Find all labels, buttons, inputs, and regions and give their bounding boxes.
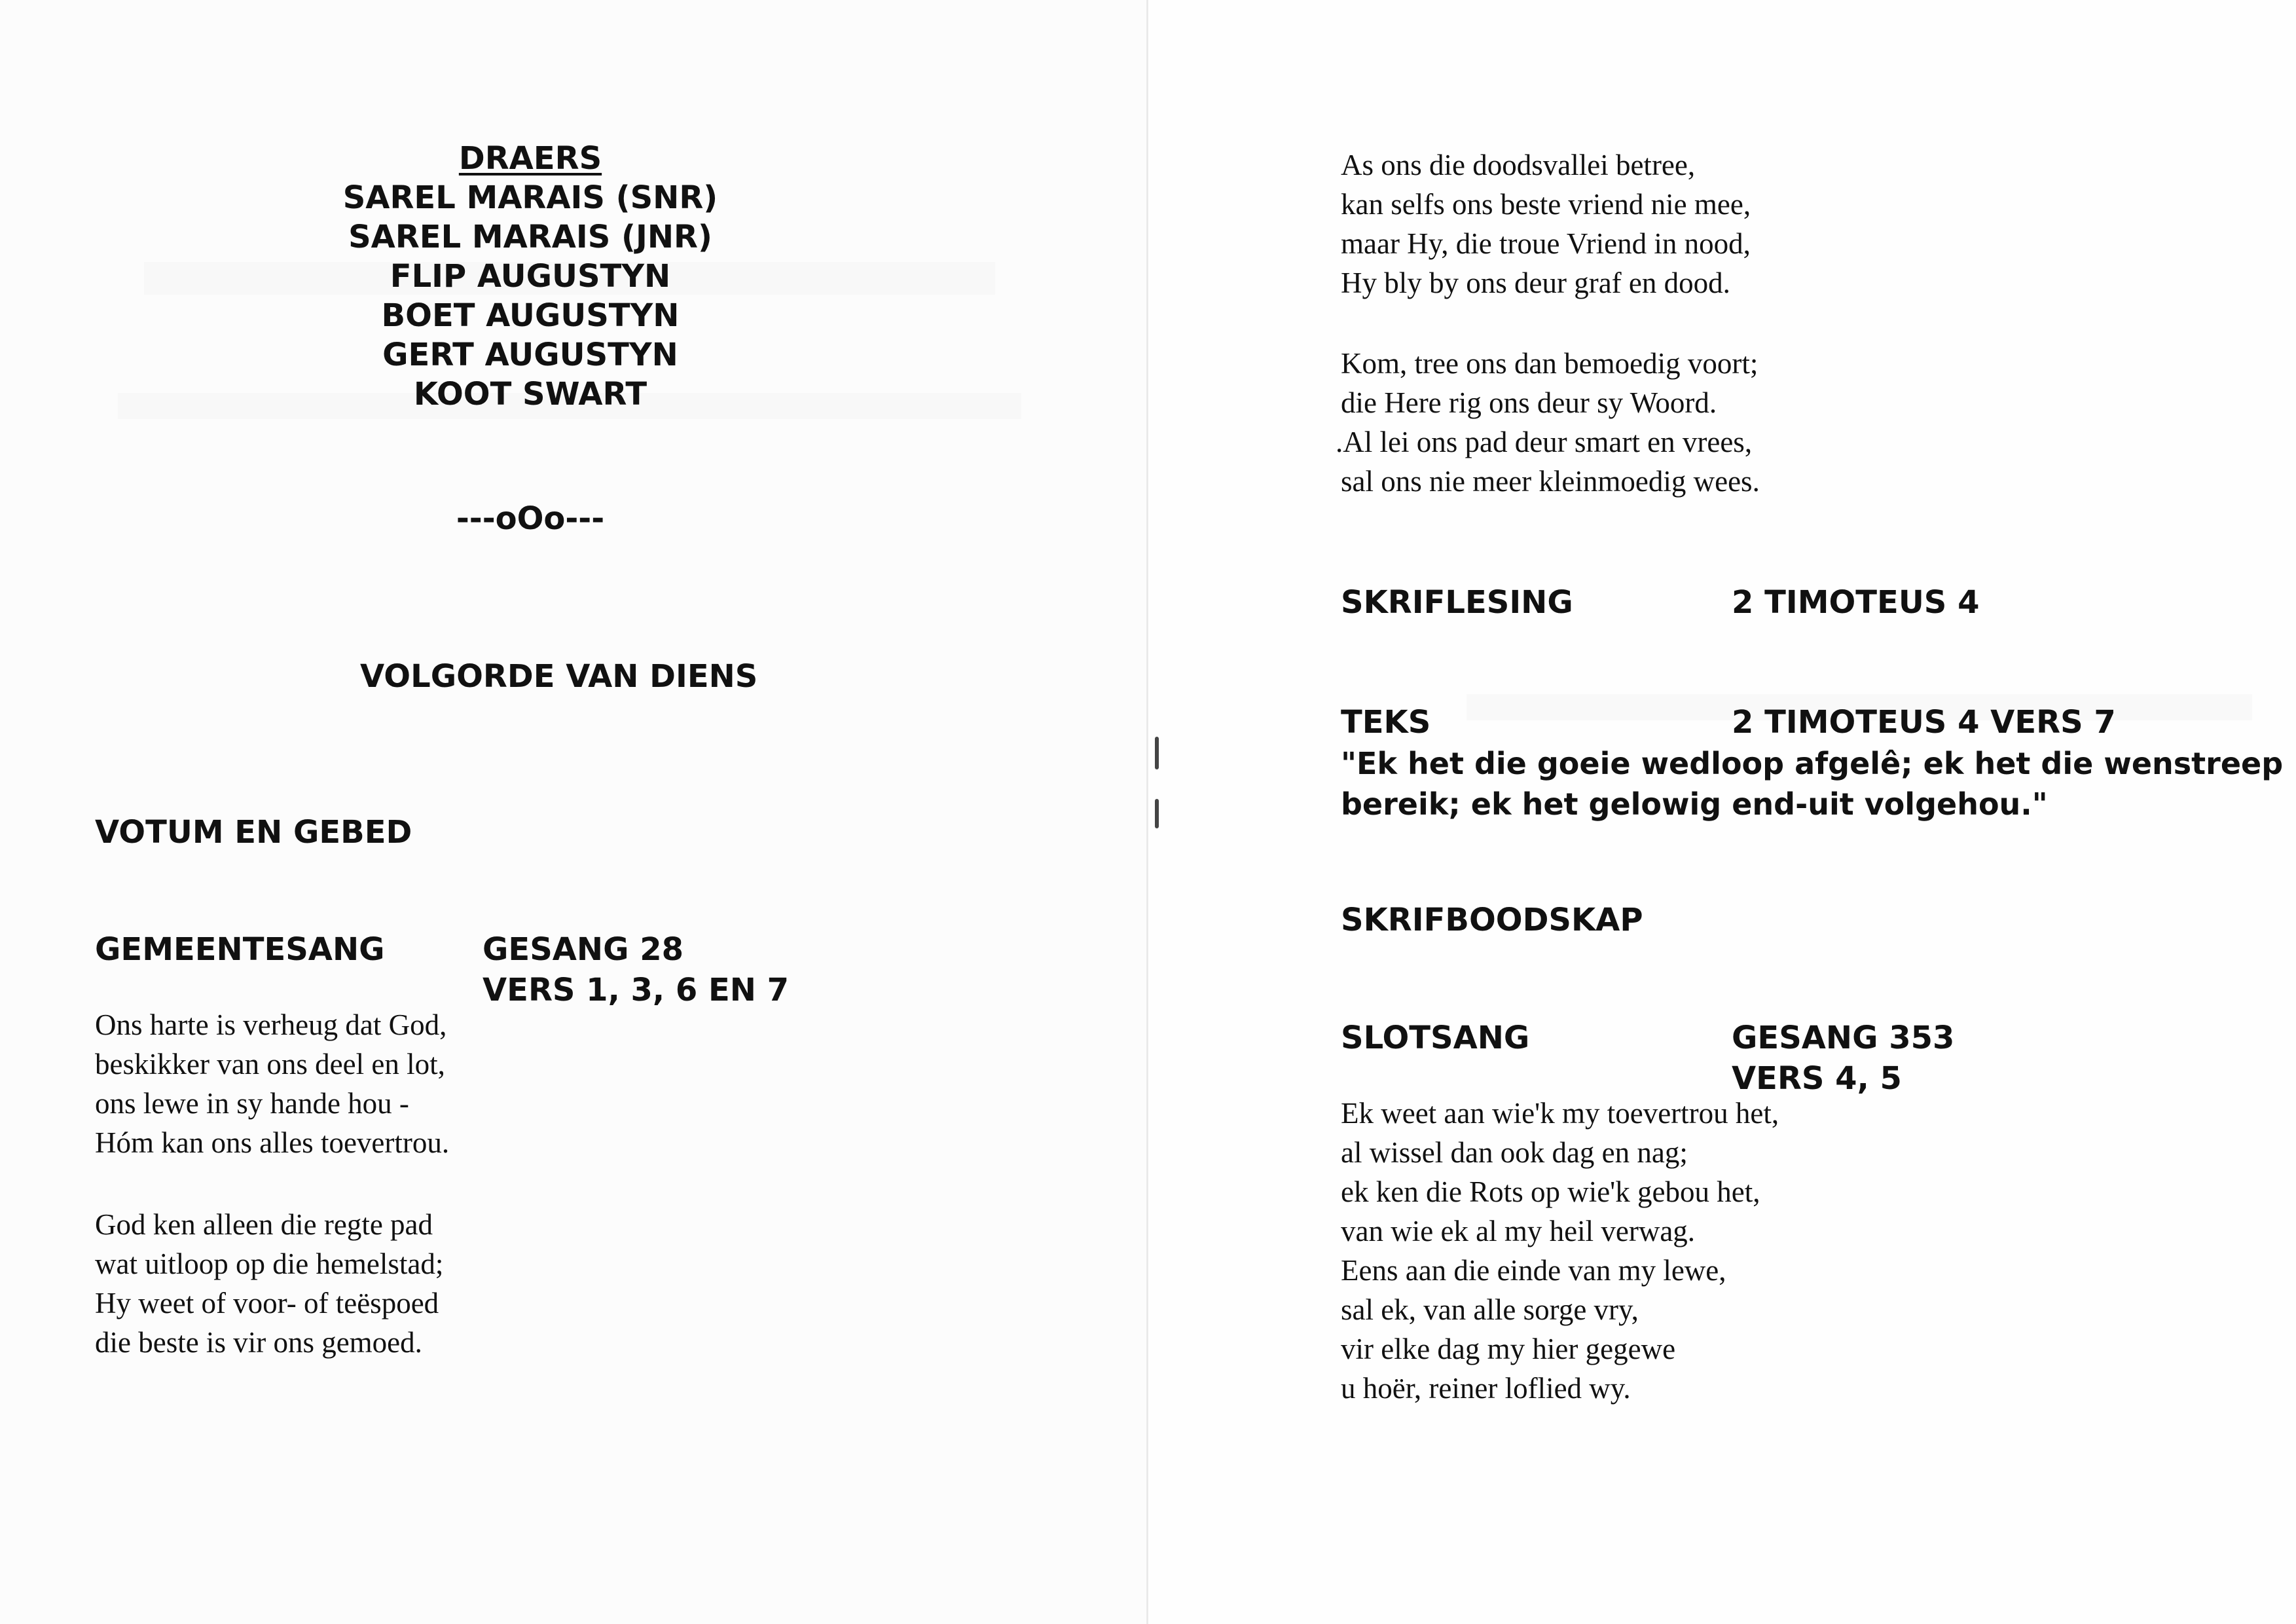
bearer-name: BOET AUGUSTYN: [381, 297, 680, 334]
hymn-line: ek ken die Rots op wie'k gebou het,: [1341, 1175, 1760, 1208]
text-quote: [1341, 743, 2283, 824]
staple-mark: [1155, 737, 1159, 769]
hymn-stanza: [1336, 344, 1760, 501]
congregational-song-label: GEMEENTESANG: [95, 931, 385, 968]
staple-mark: [1155, 799, 1159, 828]
text-label: TEKS: [1341, 704, 1431, 741]
hymn-stanza: [95, 1205, 443, 1362]
scripture-reading-label: SKRIFLESING: [1341, 584, 1573, 621]
hymn-line: Ek weet aan wie'k my toevertrou het,: [1341, 1097, 1779, 1130]
hymn-line: Ons harte is verheug dat God,: [95, 1008, 447, 1041]
hymn-line: kan selfs ons beste vriend nie mee,: [1341, 188, 1751, 221]
closing-song-verses: VERS 4, 5: [1732, 1060, 1902, 1097]
hymn-line: die Here rig ons deur sy Woord.: [1341, 386, 1717, 419]
page-fold: [1146, 0, 1148, 1624]
text-reference: 2 TIMOTEUS 4 VERS 7: [1732, 704, 2116, 741]
bearer-name: SAREL MARAIS (JNR): [348, 219, 712, 255]
hymn-line: beskikker van ons deel en lot,: [95, 1048, 445, 1080]
congregational-song-hymn: GESANG 28: [483, 931, 683, 968]
hymn-stanza: [1341, 145, 1751, 303]
closing-song-label: SLOTSANG: [1341, 1020, 1530, 1056]
congregational-song-verses: VERS 1, 3, 6 EN 7: [483, 972, 790, 1008]
divider: [275, 499, 786, 538]
hymn-line: wat uitloop op die hemelstad;: [95, 1247, 444, 1280]
closing-song-hymn: GESANG 353: [1732, 1020, 1955, 1056]
hymn-line: Hy weet of voor- of teëspoed: [95, 1287, 439, 1320]
hymn-line: sal ons nie meer kleinmoedig wees.: [1341, 465, 1760, 498]
hymn-line: u hoër, reiner loflied wy.: [1341, 1372, 1631, 1405]
scripture-reading-reference: 2 TIMOTEUS 4: [1732, 584, 1980, 621]
hymn-line: As ons die doodsvallei betree,: [1341, 149, 1696, 181]
scripture-message-heading: SKRIFBOODSKAP: [1341, 902, 1643, 938]
hymn-stanza: [1341, 1094, 1779, 1408]
bearer-name: SAREL MARAIS (SNR): [342, 179, 718, 216]
hymn-line: vir elke dag my hier gegewe: [1341, 1333, 1676, 1365]
hymn-line: Eens aan die einde van my lewe,: [1341, 1254, 1726, 1287]
order-of-service-title: VOLGORDE VAN DIENS: [360, 658, 758, 695]
hymn-line: ons lewe in sy hande hou -: [95, 1087, 409, 1120]
quote-line: bereik; ek het gelowig end-uit volgehou.": [1341, 786, 2048, 822]
hymn-stanza: [95, 1005, 449, 1162]
divider-text: ---oOo---: [456, 500, 605, 537]
hymn-line: die beste is vir ons gemoed.: [95, 1326, 422, 1359]
bearers-block: [275, 139, 786, 414]
hymn-line: .Al lei ons pad deur smart en vrees,: [1336, 426, 1753, 458]
hymn-line: Hóm kan ons alles toevertrou.: [95, 1126, 450, 1159]
bearers-heading: DRAERS: [458, 140, 602, 177]
hymn-line: sal ek, van alle sorge vry,: [1341, 1293, 1639, 1326]
quote-line: "Ek het die goeie wedloop afgelê; ek het die wenstreep: [1341, 746, 2284, 781]
hymn-line: God ken alleen die regte pad: [95, 1208, 433, 1241]
votum-heading: VOTUM EN GEBED: [95, 814, 412, 851]
hymn-line: Hy bly by ons deur graf en dood.: [1341, 267, 1730, 299]
hymn-line: van wie ek al my heil verwag.: [1341, 1215, 1696, 1247]
hymn-line: Kom, tree ons dan bemoedig voort;: [1341, 347, 1758, 380]
hymn-line: al wissel dan ook dag en nag;: [1341, 1136, 1688, 1169]
hymn-line: maar Hy, die troue Vriend in nood,: [1341, 227, 1751, 260]
bearer-name: KOOT SWART: [413, 376, 647, 413]
bearer-name: FLIP AUGUSTYN: [390, 258, 671, 295]
bearer-name: GERT AUGUSTYN: [382, 337, 678, 373]
